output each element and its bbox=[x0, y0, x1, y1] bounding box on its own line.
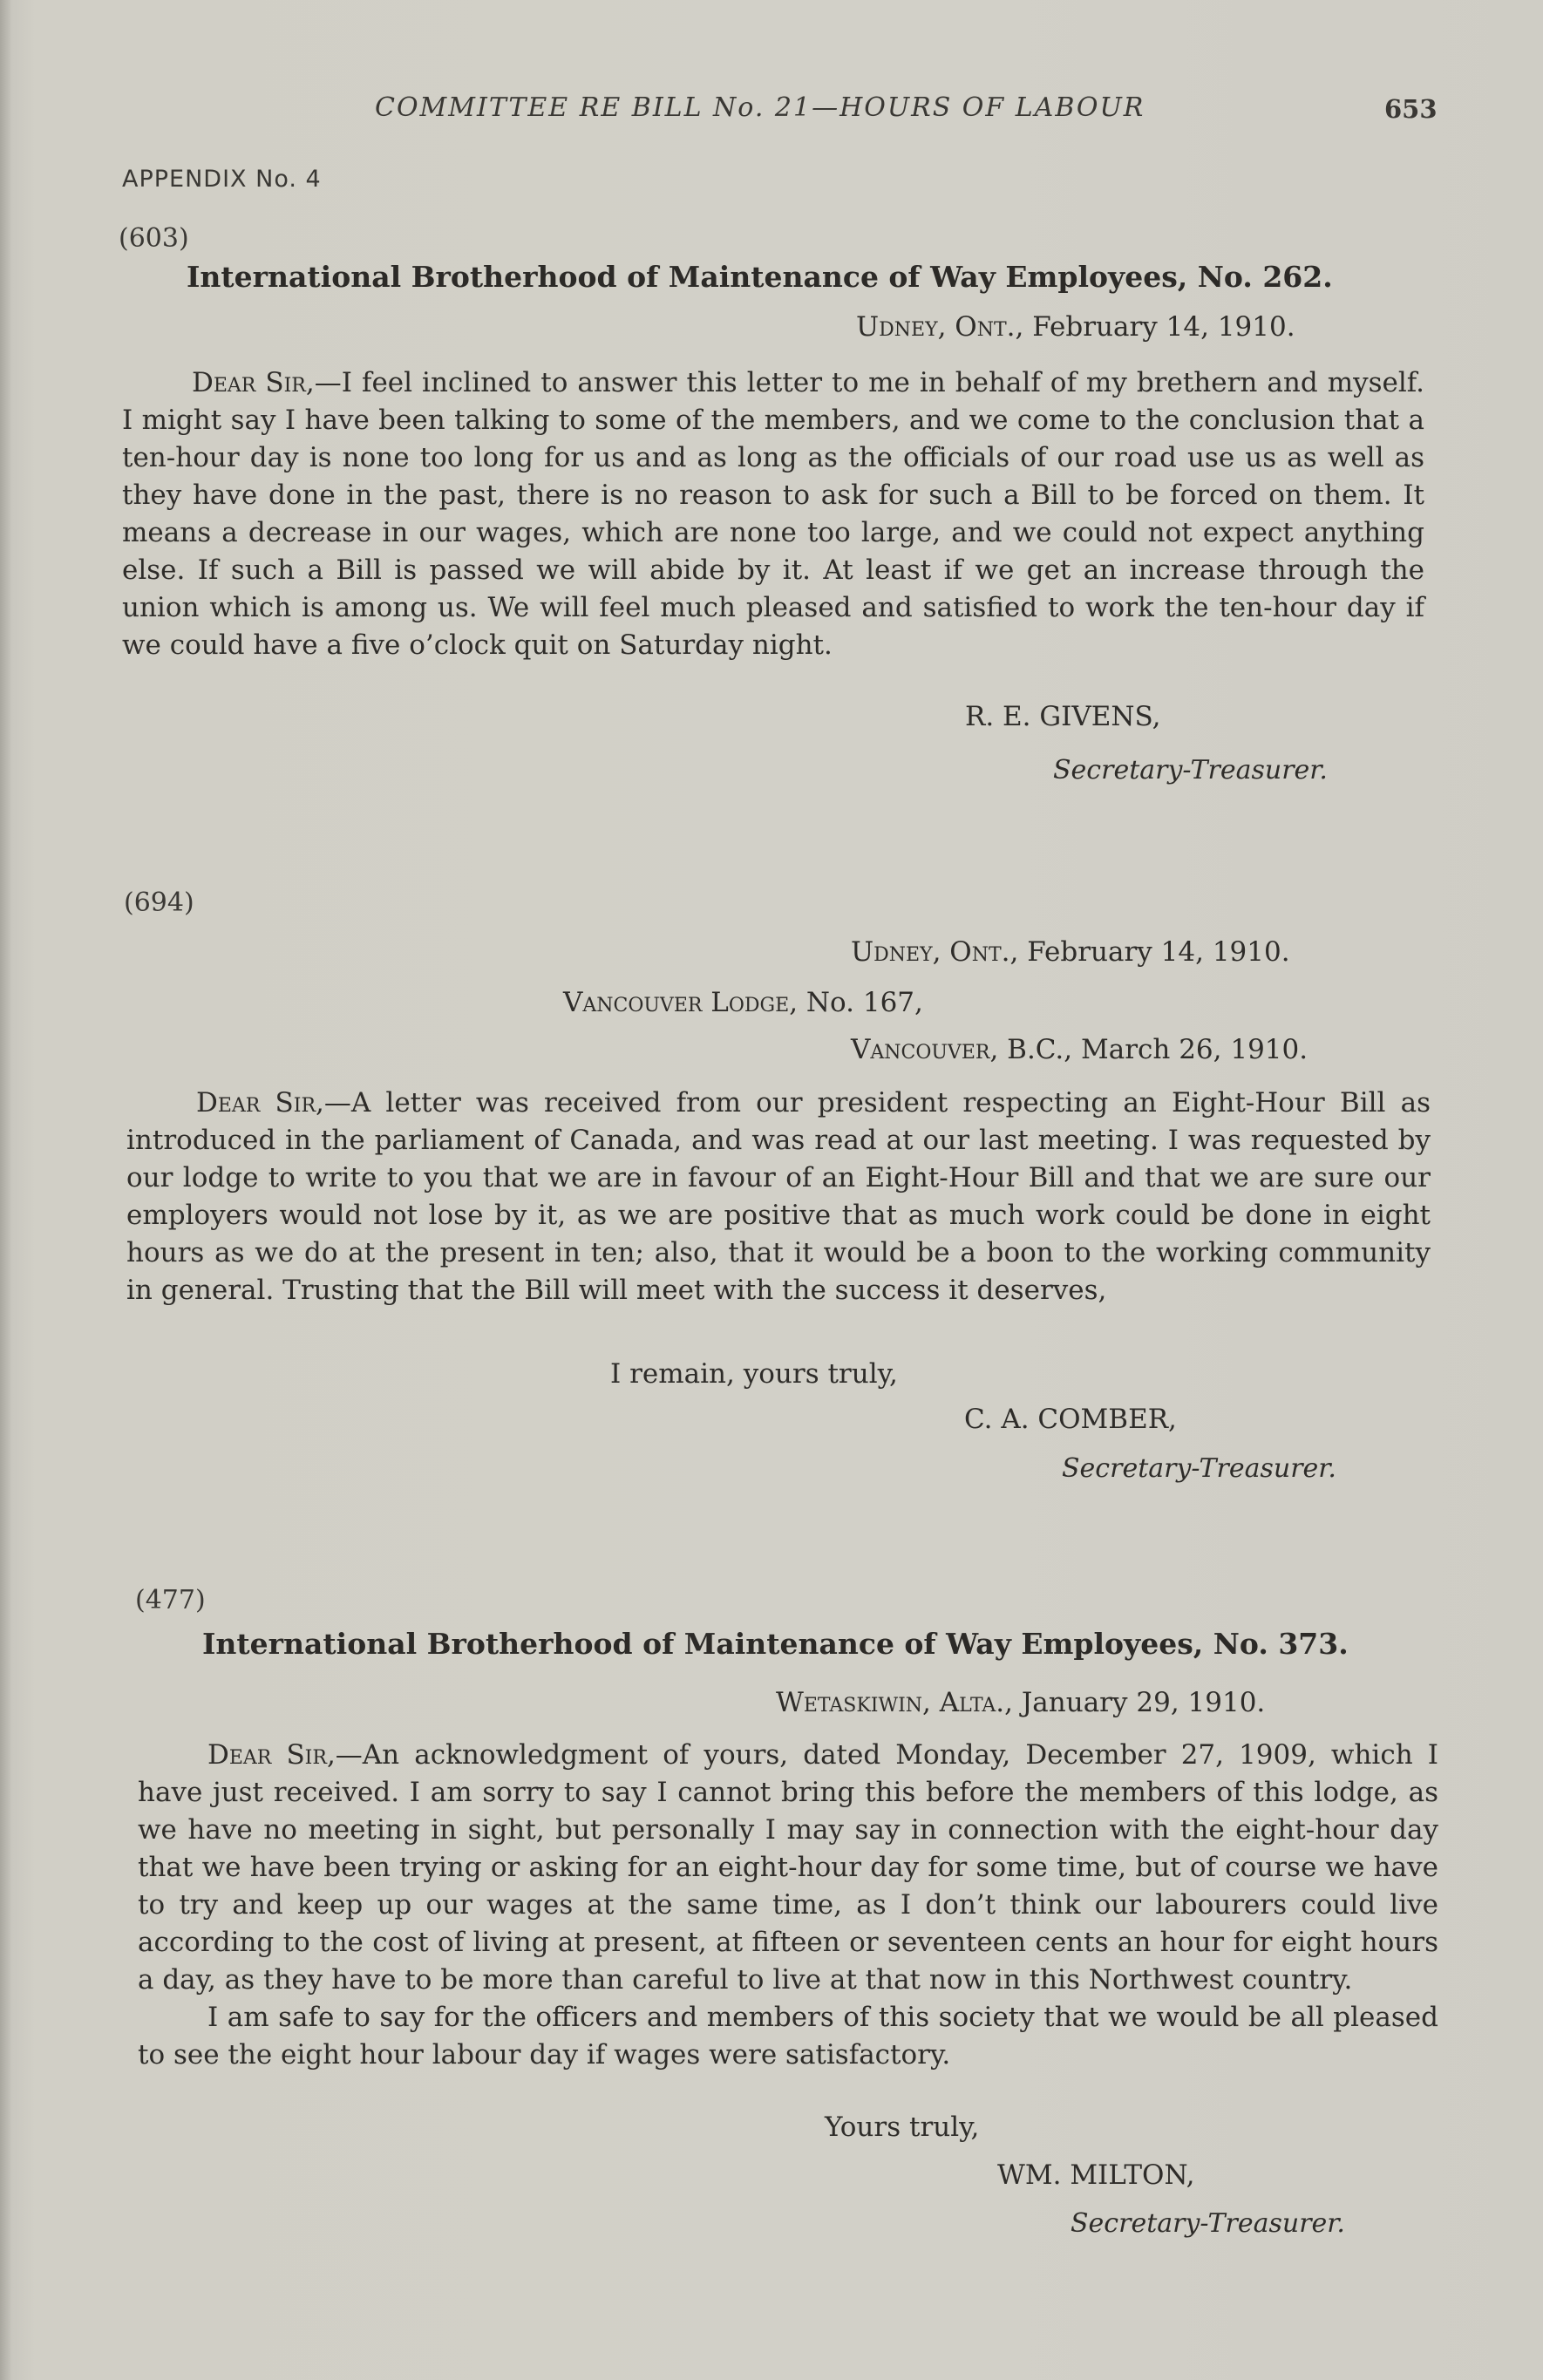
letter-paragraph: I am safe to say for the officers and members of this society that we would be all pleased to see the eight hour labour day if wages were satisfactory. bbox=[138, 2002, 1438, 2071]
letter-closing: Yours truly, bbox=[825, 2111, 980, 2143]
lodge-number: , No. 167, bbox=[789, 987, 923, 1018]
letter-dateline bbox=[851, 936, 1290, 968]
letter-number: (694) bbox=[124, 887, 194, 918]
lodge-name: Vancouver Lodge bbox=[563, 987, 790, 1018]
dateline-place: Vancouver bbox=[851, 1034, 990, 1065]
letter-dateline bbox=[776, 1687, 1265, 1718]
signature-title: Secretary-Treasurer. bbox=[1062, 1453, 1336, 1484]
dateline-date: , January 29, 1910. bbox=[1004, 1687, 1266, 1718]
letter-heading: International Brotherhood of Maintenance of Way Employees, No. 262. bbox=[187, 260, 1333, 294]
dateline-place: Udney, Ont. bbox=[856, 311, 1016, 343]
letter-body bbox=[138, 1737, 1438, 2074]
letter-body bbox=[126, 1085, 1431, 1309]
lodge-line bbox=[563, 987, 923, 1018]
signature-name: C. A. COMBER, bbox=[964, 1404, 1177, 1435]
signature-title: Secretary-Treasurer. bbox=[1053, 755, 1328, 785]
appendix-label: APPENDIX No. 4 bbox=[122, 166, 322, 193]
letter-dateline bbox=[856, 311, 1295, 343]
salutation: Dear Sir, bbox=[207, 1739, 336, 1771]
dateline-date: , February 14, 1910. bbox=[1015, 311, 1295, 343]
dateline-date: , B.C., March 26, 1910. bbox=[989, 1034, 1308, 1065]
page-spine-edge bbox=[0, 0, 10, 2380]
signature-name: R. E. GIVENS, bbox=[965, 701, 1161, 732]
letter-body bbox=[122, 364, 1424, 664]
letter-paragraph: Dear Sir,—An acknowledgment of yours, dated Monday, December 27, 1909, which I have just received. I am sorry to say I cannot bring this before the members of this lodge, as we have no meeting in sight, but personally I may say in connection with the eight-hour day that we have been trying or asking for an eight-hour day for some time, but of course we have to try and keep up our wages at the same time, as I don’t think our labourers could live according to the cost of living at present, at fifteen or seventeen cents an hour for eight hours a day, as they have to be more than careful to live at that now in this Northwest country. bbox=[138, 1739, 1438, 1996]
running-title: COMMITTEE RE BILL No. 21—HOURS OF LABOUR bbox=[375, 92, 1145, 123]
signature-title: Secretary-Treasurer. bbox=[1071, 2208, 1345, 2239]
dateline-place: Wetaskiwin, Alta. bbox=[776, 1687, 1005, 1718]
letter-heading: International Brotherhood of Maintenance of Way Employees, No. 373. bbox=[202, 1627, 1349, 1661]
salutation: Dear Sir, bbox=[196, 1087, 324, 1119]
page-number: 653 bbox=[1384, 94, 1438, 124]
signature-name: WM. MILTON, bbox=[997, 2159, 1195, 2191]
dateline-place: Udney, Ont. bbox=[851, 936, 1010, 968]
letter-paragraph: Dear Sir,—A letter was received from our president respecting an Eight-Hour Bill as introduced in the parliament of Canada, and was read at our last meeting. I was requested by our lodge to write to you that we are in favour of an Eight-Hour Bill and that we are sure our employers would not lose by it, as we are positive that as much work could be done in eight hours as we do at the present in ten; also, that it would be a boon to the working community in general. Trusting that the Bill will meet with the success it deserves, bbox=[126, 1087, 1431, 1306]
letter-number: (603) bbox=[119, 223, 189, 254]
dateline-date: , February 14, 1910. bbox=[1009, 936, 1290, 968]
letter-paragraph: Dear Sir,—I feel inclined to answer this letter to me in behalf of my brethern and myself. I might say I have been talking to some of the members, and we come to the conclusion that a ten-hour day is none too long for us and as long as the officials of our road use us as well as they have done in the past, there is no reason to ask for such a Bill to be forced on them. It means a decrease in our wages, which are none too large, and we could not expect anything else. If such a Bill is passed we will abide by it. At least if we get an increase through the union which is among us. We will feel much pleased and satisfied to work the ten-hour day if we could have a five o’clock quit on Saturday night. bbox=[122, 367, 1424, 661]
letter-number: (477) bbox=[135, 1585, 206, 1615]
salutation: Dear Sir, bbox=[192, 367, 315, 398]
letter-dateline bbox=[851, 1034, 1308, 1065]
letter-closing: I remain, yours truly, bbox=[610, 1358, 898, 1390]
